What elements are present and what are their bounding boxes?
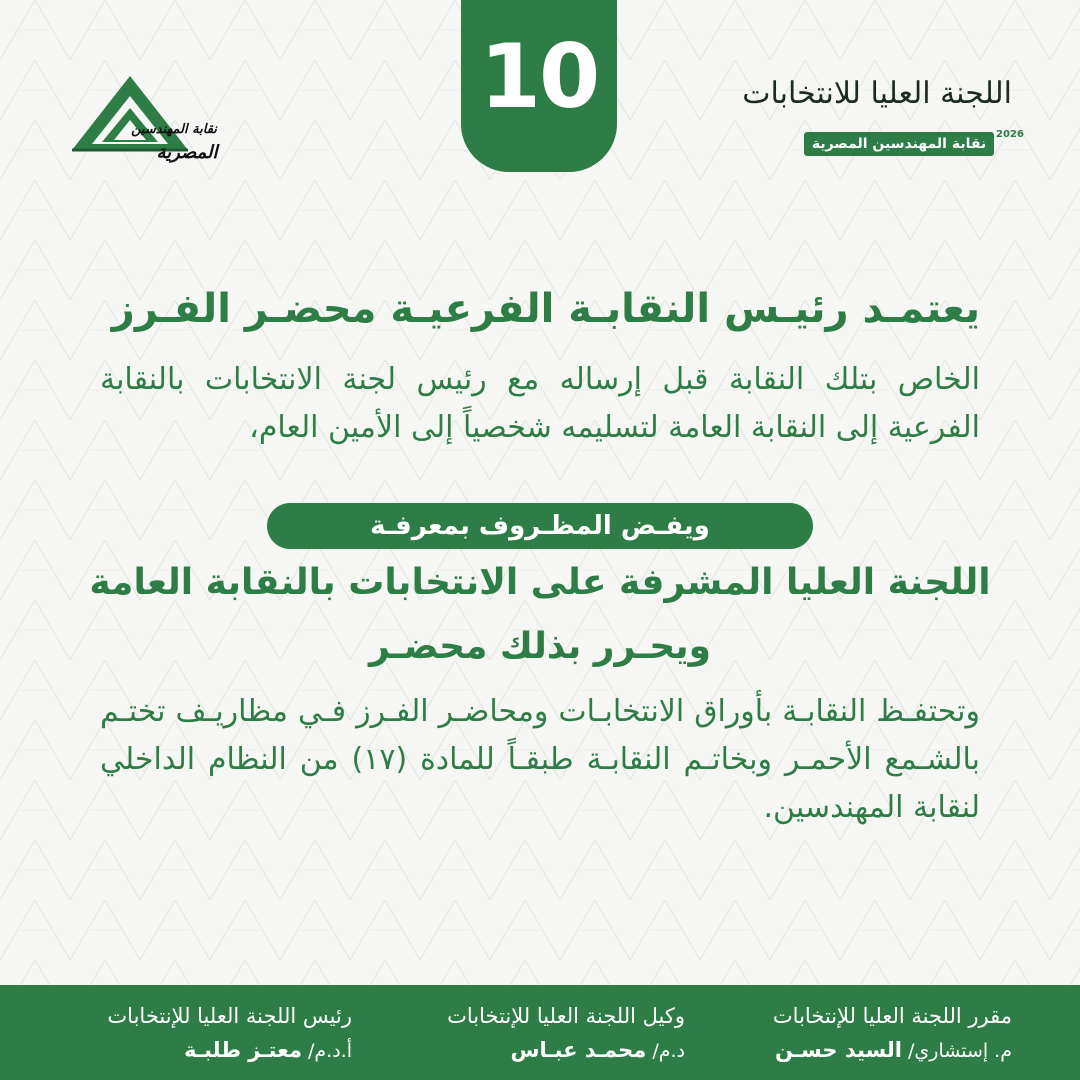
paragraph-1: الخاص بتلك النقابة قبل إرساله مع رئيس لجنة الانتخابات بالنقابة الفرعية إلى النقابة العامة لتسليمه شخصياً إلى الأمين العام،	[100, 362, 980, 445]
committee-line: اللجنة العليا المشرفة على الانتخابات بالنقابة العامة	[89, 562, 991, 603]
signature-person	[385, 1033, 685, 1068]
page-number-tab	[461, 0, 617, 172]
signature-deputy	[385, 999, 685, 1068]
logo-name-line-1: نقابة المهندسين	[131, 122, 217, 137]
signature-name: معتـز طلبـة	[184, 1038, 302, 1062]
signature-rapporteur	[712, 999, 1012, 1068]
page-number: 10	[479, 24, 599, 128]
committee-logo-title: اللجنة العليا للانتخابات	[742, 76, 1012, 111]
signature-person	[712, 1033, 1012, 1068]
minutes-line: ويحـرر بذلك محضـر	[368, 626, 712, 667]
committee-logo-year: 2026	[996, 129, 1024, 140]
footer-signatures	[0, 985, 1080, 1080]
headline: يعتمـد رئيـس النقابـة الفرعيـة محضـر الفـرز	[111, 286, 980, 332]
signature-title: د.م/	[646, 1040, 685, 1062]
paragraph-2: وتحتفـظ النقابـة بأوراق الانتخابـات ومحاضـر الفـرز فـي مظاريـف تختـم بالشـمع الأحمـر وبخاتـم النقابـة طبقـاً للمادة (١٧) من النظام الداخلي لنقابة المهندسين.	[100, 694, 980, 825]
signature-role: وكيل اللجنة العليا للإنتخابات	[447, 1004, 685, 1028]
signature-name: محمـد عبـاس	[510, 1038, 647, 1062]
signature-title: م. إستشاري/	[901, 1040, 1012, 1062]
logo-name-line-2: المصرية	[156, 142, 218, 163]
signature-name: السيد حسـن	[774, 1038, 902, 1062]
signature-role: رئيس اللجنة العليا للإنتخابات	[107, 1004, 352, 1028]
signature-role: مقرر اللجنة العليا للإنتخابات	[772, 1004, 1012, 1028]
signature-title: أ.د.م/	[301, 1040, 352, 1062]
pill-banner: ويفـض المظـروف بمعرفـة	[267, 503, 813, 549]
election-committee-logo	[742, 76, 1024, 172]
syndicate-logo	[72, 72, 222, 180]
signature-chairman	[52, 999, 352, 1068]
signature-person	[52, 1033, 352, 1068]
committee-logo-subtitle: نقابة المهندسين المصرية	[804, 132, 994, 156]
